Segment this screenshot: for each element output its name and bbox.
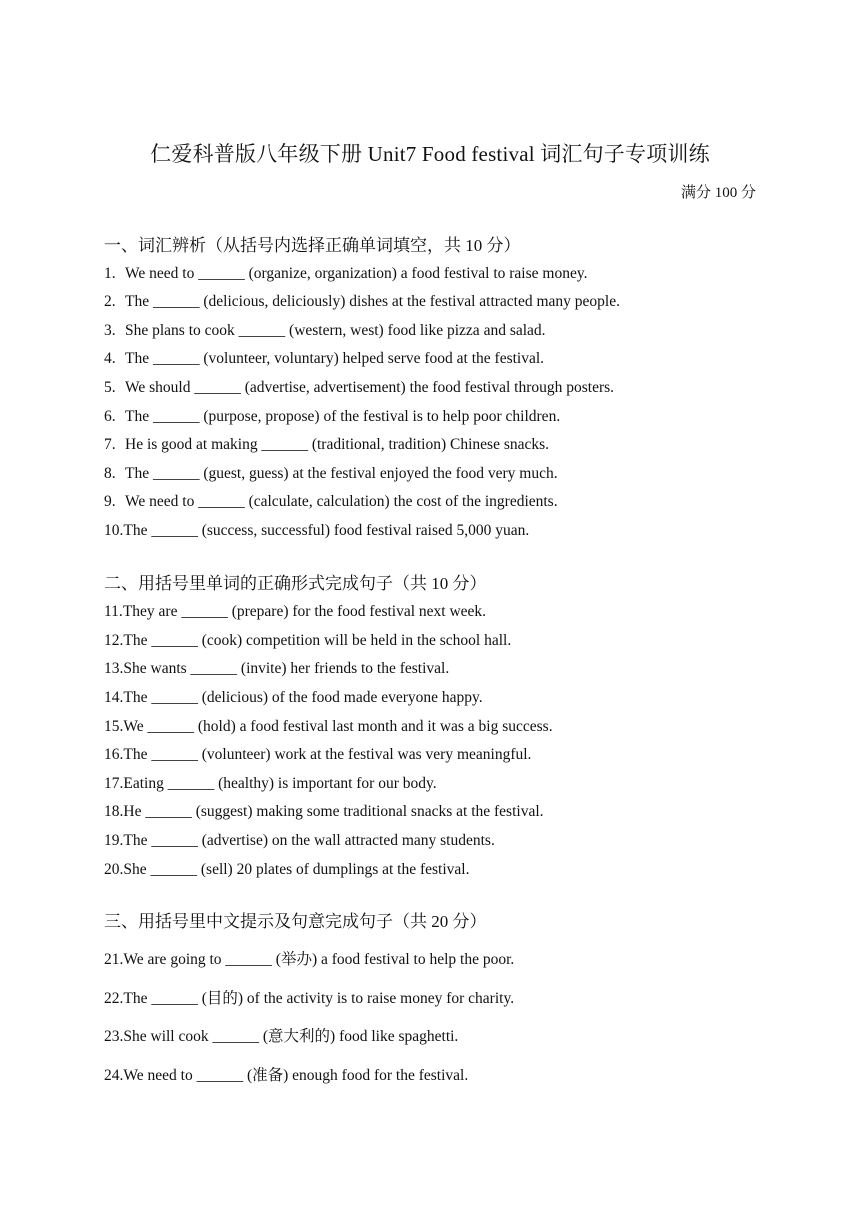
question-text: We are going to ______ (举办) a food festival to help the poor. [123,951,515,968]
question-item [104,350,544,368]
question-number: 22. [104,990,124,1007]
question-text: The ______ (delicious) of the food made everyone happy. [123,689,483,706]
question-item [104,803,544,821]
question-text: We need to ______ (准备) enough food for the festival. [123,1067,469,1084]
question-number: 6. [104,408,116,425]
question-item [104,465,558,483]
question-item [104,746,531,764]
question-number: 21. [104,951,124,968]
question-item [104,408,560,426]
question-text: The ______ (目的) of the activity is to raise money for charity. [123,990,515,1007]
question-text: The ______ (volunteer, voluntary) helped serve food at the festival. [125,350,545,367]
question-item [104,718,553,736]
question-item [104,660,449,678]
question-number: 24. [104,1067,124,1084]
question-text: The ______ (delicious, deliciously) dishes at the festival attracted many people. [125,293,620,310]
question-number: 19. [104,832,124,849]
question-text: The ______ (advertise) on the wall attracted many students. [123,832,495,849]
question-text: He ______ (suggest) making some traditional snacks at the festival. [123,803,544,820]
question-text: She wants ______ (invite) her friends to the festival. [123,660,450,677]
question-number: 18. [104,803,124,820]
question-number: 7. [104,436,116,453]
question-item [104,522,529,540]
question-text: The ______ (success, successful) food festival raised 5,000 yuan. [123,522,530,539]
question-item [104,1063,468,1085]
question-item [104,861,469,879]
question-number: 2. [104,293,116,310]
question-item [104,947,514,969]
question-number: 11. [104,603,123,620]
question-item [104,775,437,793]
question-item [104,293,620,311]
section-heading-word-forms: 二、用括号里单词的正确形式完成句子（共 10 分） [104,574,487,593]
question-number: 1. [104,265,116,282]
question-text: We need to ______ (organize, organization) a food festival to raise money. [125,265,588,282]
question-item [104,986,514,1008]
question-text: He is good at making ______ (traditional, tradition) Chinese snacks. [125,436,550,453]
question-number: 20. [104,861,124,878]
question-item [104,322,546,340]
question-item [104,632,511,650]
question-text: The ______ (purpose, propose) of the festival is to help poor children. [125,408,561,425]
question-item [104,1024,458,1046]
question-item [104,603,486,621]
question-number: 9. [104,493,116,510]
question-text: The ______ (volunteer) work at the festival was very meaningful. [123,746,532,763]
question-item [104,493,558,511]
section-heading-vocabulary: 一、词汇辨析（从括号内选择正确单词填空，共 10 分） [104,236,521,255]
question-text: The ______ (cook) competition will be held in the school hall. [123,632,512,649]
question-number: 13. [104,660,124,677]
question-number: 5. [104,379,116,396]
question-text: We need to ______ (calculate, calculation) the cost of the ingredients. [125,493,558,510]
question-number: 14. [104,689,124,706]
question-number: 23. [104,1028,124,1045]
question-item [104,265,587,283]
question-text: They are ______ (prepare) for the food festival next week. [122,603,487,620]
question-number: 12. [104,632,124,649]
question-text: She ______ (sell) 20 plates of dumplings at the festival. [123,861,470,878]
full-score-label: 满分 100 分 [680,185,756,201]
page-title: 仁爱科普版八年级下册 Unit7 Food festival 词汇句子专项训练 [150,142,710,166]
question-text: We should ______ (advertise, advertisement) the food festival through posters. [125,379,615,396]
question-number: 10. [104,522,124,539]
question-item [104,436,549,454]
question-number: 3. [104,322,116,339]
question-number: 16. [104,746,124,763]
question-number: 15. [104,718,124,735]
question-text: We ______ (hold) a food festival last month and it was a big success. [123,718,553,735]
question-text: She will cook ______ (意大利的) food like spaghetti. [123,1028,459,1045]
question-number: 17. [104,775,124,792]
question-number: 4. [104,350,116,367]
question-item [104,689,483,707]
question-text: The ______ (guest, guess) at the festival enjoyed the food very much. [125,465,558,482]
question-number: 8. [104,465,116,482]
question-text: She plans to cook ______ (western, west) food like pizza and salad. [125,322,546,339]
question-item [104,832,495,850]
section-heading-chinese-hints: 三、用括号里中文提示及句意完成句子（共 20 分） [104,912,487,931]
question-text: Eating ______ (healthy) is important for our body. [123,775,437,792]
question-item [104,379,614,397]
